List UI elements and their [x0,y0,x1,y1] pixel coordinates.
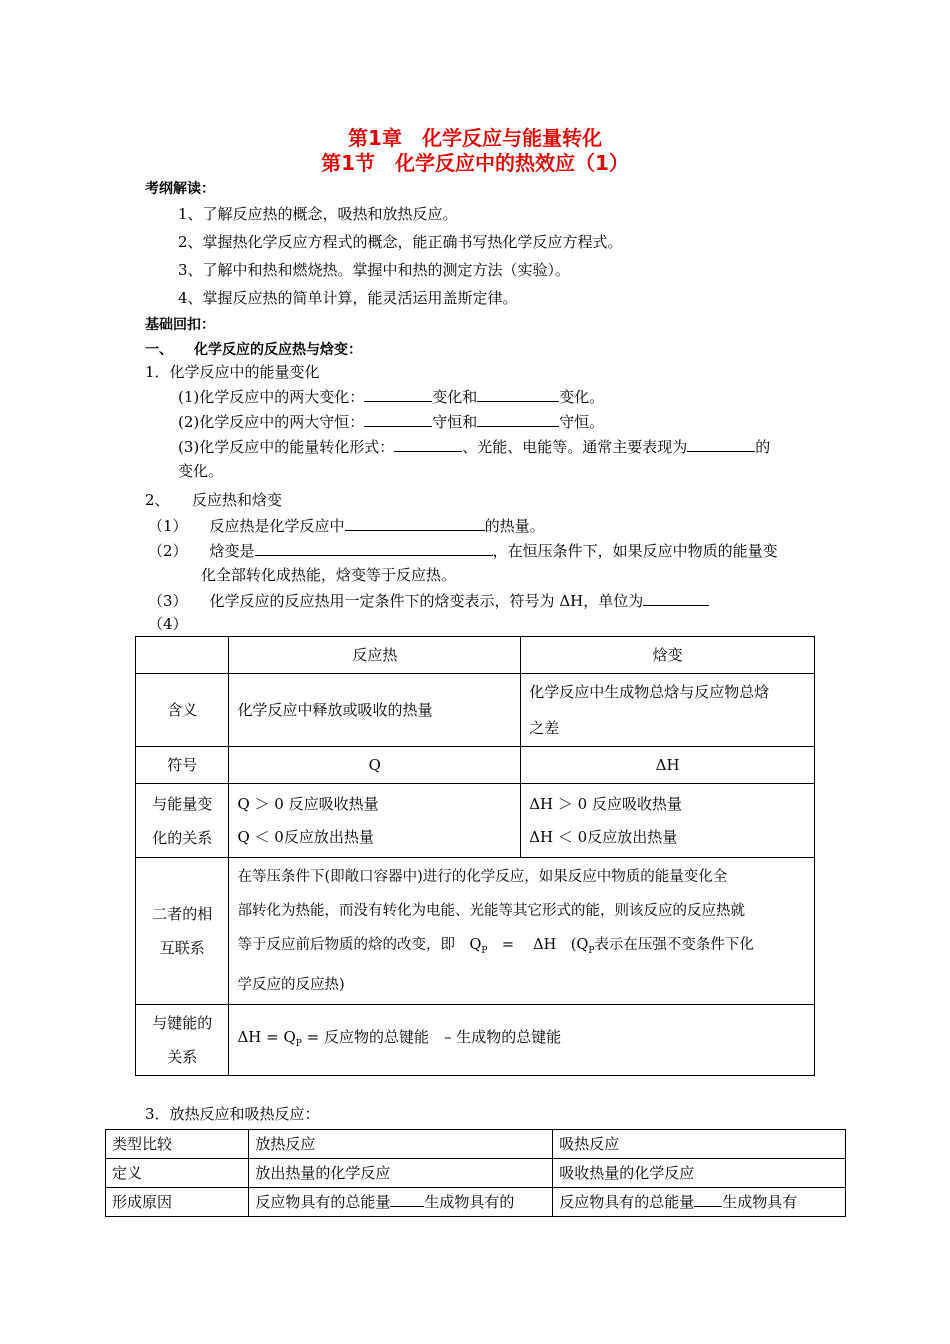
table-cell: ΔH [521,747,815,784]
fill-line [148,540,778,561]
table-cell [229,784,521,858]
table-cell [229,858,815,1005]
table-cell [521,674,815,747]
line-text: ，在恒压条件下，如果反应中物质的能量变 [492,542,778,560]
label-line: 与键能的 [152,1014,213,1032]
cell-text: 表示在压强不变条件下化 [594,937,754,954]
line-text: 守恒。 [559,413,605,431]
fill-line [178,436,770,457]
line-text: 化学反应的反应热用一定条件下的焓变表示，符号为 ΔH，单位为 [209,592,644,610]
subsection-heading: 1．化学反应中的能量变化 [145,363,320,381]
heat-enthalpy-table [135,636,815,1076]
table-row [136,784,815,858]
subscript: P [295,1038,302,1049]
chapter-title: 第1章 化学反应与能量转化 [348,126,602,150]
fill-line [178,411,604,432]
cell-line: Q ＜ 0反应放出热量 [237,827,374,846]
row-label: 定义 [106,1159,249,1188]
cell-text: 生成物具有的 [424,1193,515,1211]
cell-line: 在等压条件下(即敞口容器中)进行的化学反应，如果反应中物质的能量变化全 [237,869,728,886]
cell-line: 化学反应中生成物总焓与反应物总焓 [529,683,770,701]
item-number: （1） [148,517,188,535]
table-row [136,674,815,747]
label-line: 化的关系 [152,828,213,847]
line-text: 的热量。 [484,517,545,535]
answer-blank[interactable] [643,590,709,606]
label-line: 互联系 [159,939,205,957]
subscript: P [481,945,488,956]
table-row [136,747,815,784]
cell-line: ΔH ＞ 0 反应吸收热量 [529,794,682,813]
column-header: 反应热 [229,637,521,674]
cell-text: 反应物具有的总能量 [559,1193,695,1211]
cell-text: = ΔH (Q [487,937,589,954]
table-cell: 化学反应中释放或吸收的热量 [229,674,521,747]
table-row [136,1005,815,1076]
table-cell [249,1188,553,1217]
cell-text: = 反应物的总键能 – 生成物的总键能 [301,1027,562,1046]
outline-item: 1、了解反应热的概念，吸热和放热反应。 [178,205,458,223]
table-row [136,858,815,1005]
outline-item: 3、了解中和热和燃烧热。掌握中和热的测定方法（实验）。 [178,261,571,279]
cell-line [237,928,806,968]
subsection-heading: 3．放热反应和吸热反应： [145,1105,320,1123]
fill-line [148,515,545,536]
answer-blank[interactable] [687,436,755,452]
row-label: 符号 [136,747,229,784]
line-text: (2)化学反应中的两大守恒： [178,413,365,431]
cell-text: 等于反应前后物质的焓的改变，即 Q [237,937,482,954]
cell-text: 反应物具有的总能量 [255,1193,391,1211]
cell-line: 之差 [529,719,560,737]
line-text: (3)化学反应中的能量转化形式： [178,438,395,456]
item-number: （3） [148,592,188,610]
outline-heading: 考纲解读： [145,181,215,197]
label-line: 关系 [167,1048,198,1066]
exo-endo-table [105,1129,846,1217]
fill-line [178,386,604,407]
fill-line [148,590,709,611]
line-text: 焓变是 [209,542,255,560]
answer-blank[interactable] [694,1191,722,1207]
table-cell: 放出热量的化学反应 [249,1159,553,1188]
line-text: 变化。 [559,388,605,406]
table-cell: Q [229,747,521,784]
column-header: 类型比较 [106,1130,249,1159]
column-header: 吸热反应 [553,1130,846,1159]
line-text: 变化。 [178,462,224,480]
label-line: 与能量变 [152,794,213,813]
section-title: 第1节 化学反应中的热效应（1） [321,151,629,175]
cell-line: 部转化为热能，而没有转化为电能、光能等其它形式的能，则该反应的反应热就 [237,903,745,920]
cell-text: 生成物具有 [722,1193,798,1211]
table-row [106,1159,846,1188]
cell-line: 学反应的反应热) [237,976,345,993]
answer-blank[interactable] [394,436,462,452]
table-row [106,1188,846,1217]
table-cell: 吸收热量的化学反应 [553,1159,846,1188]
answer-blank[interactable] [364,386,432,402]
line-text: 化全部转化成热能，焓变等于反应热。 [201,566,457,584]
column-header: 焓变 [521,637,815,674]
line-text: 的 [755,438,771,456]
item-number: （4） [148,615,188,633]
subscript: P [588,945,595,956]
line-text: 守恒和 [432,413,478,431]
table-row [136,637,815,674]
row-label [136,1005,229,1076]
line-text: 、光能、电能等。通常主要表现为 [462,438,688,456]
answer-blank[interactable] [477,386,559,402]
answer-blank[interactable] [345,515,485,531]
line-text: 变化和 [432,388,478,406]
cell-text: ΔH = Q [237,1027,296,1046]
row-label: 形成原因 [106,1188,249,1217]
table-cell [521,784,815,858]
column-header: 放热反应 [249,1130,553,1159]
outline-item: 4、掌握反应热的简单计算，能灵活运用盖斯定律。 [178,289,518,307]
table-cell [229,1005,815,1076]
label-line: 二者的相 [152,905,213,923]
subsection-heading: 2、 反应热和焓变 [145,491,283,509]
answer-blank[interactable] [390,1191,424,1207]
line-text: 反应热是化学反应中 [209,517,345,535]
section-heading: 一、 化学反应的反应热与焓变： [145,342,362,358]
answer-blank[interactable] [477,411,559,427]
table-cell [553,1188,846,1217]
row-label: 含义 [136,674,229,747]
answer-blank[interactable] [364,411,432,427]
table-row [106,1130,846,1159]
outline-item: 2、掌握热化学反应方程式的概念，能正确书写热化学反应方程式。 [178,233,623,251]
cell-line: ΔH ＜ 0反应放出热量 [529,827,678,846]
answer-blank[interactable] [255,540,493,556]
cell-line: Q ＞ 0 反应吸收热量 [237,794,379,813]
row-label [136,784,229,858]
item-number: （2） [148,542,188,560]
review-heading: 基础回扣： [145,317,215,333]
table-cell [136,637,229,674]
row-label [136,858,229,1005]
line-text: (1)化学反应中的两大变化： [178,388,365,406]
